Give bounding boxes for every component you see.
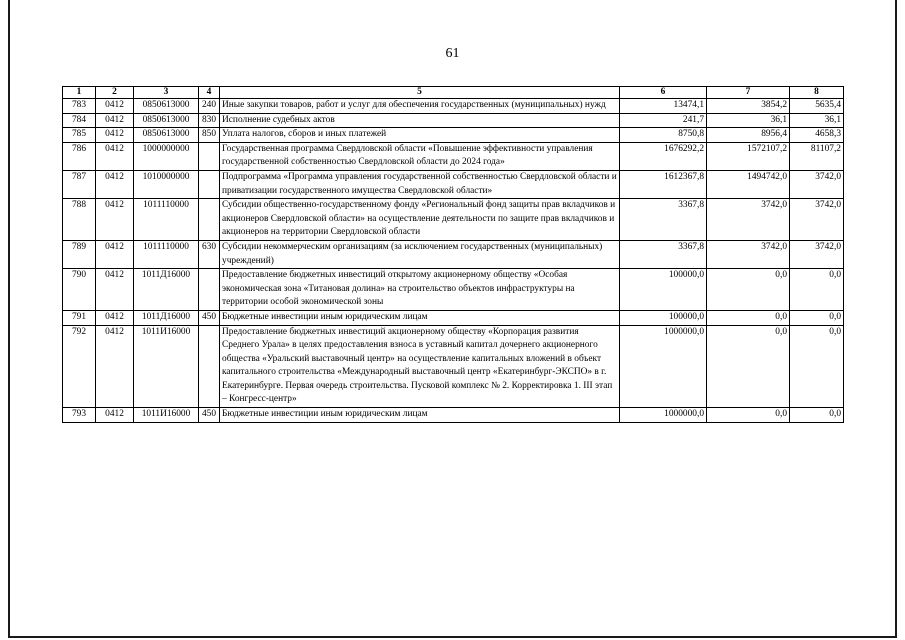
item-name: Государственная программа Свердловской области «Повышение эффективности управления государственной собственностью Свердловской области до 2024 года» xyxy=(220,142,620,170)
amount-col-7: 0,0 xyxy=(707,325,790,408)
row-number: 785 xyxy=(63,128,96,143)
section-code: 0412 xyxy=(96,240,134,268)
table-row xyxy=(63,113,844,128)
expense-type-code: 630 xyxy=(199,240,220,268)
item-name: Подпрограмма «Программа управления государственной собственностью Свердловской области и приватизации государственного имущества Свердловской области» xyxy=(220,170,620,198)
expense-type-code: 450 xyxy=(199,408,220,423)
amount-col-7: 3854,2 xyxy=(707,99,790,114)
table-row xyxy=(63,199,844,241)
table-row xyxy=(63,325,844,408)
table-row xyxy=(63,99,844,114)
amount-col-8: 0,0 xyxy=(790,408,844,423)
item-name: Предоставление бюджетных инвестиций акционерному обществу «Корпорация развития Среднего Урала» в целях предоставления взноса в уставный капитал дочернего акционерного общества «Уральский выставочный центр» на осуществление капитальных вложений в объект капитального строительства «Международный выставочный центр «Екатеринбург-ЭКСПО» в г. Екатеринбурге. Первая очередь строительства. Пусковой комплекс № 2. Корректировка 1. III этап – Конгресс-центр» xyxy=(220,325,620,408)
row-number: 792 xyxy=(63,325,96,408)
row-number: 783 xyxy=(63,99,96,114)
expense-type-code xyxy=(199,269,220,311)
amount-col-8: 5635,4 xyxy=(790,99,844,114)
amount-col-7: 0,0 xyxy=(707,269,790,311)
amount-col-7: 0,0 xyxy=(707,408,790,423)
target-article-code: 1011110000 xyxy=(134,240,199,268)
target-article-code: 0850613000 xyxy=(134,99,199,114)
target-article-code: 0850613000 xyxy=(134,128,199,143)
target-article-code: 1011110000 xyxy=(134,199,199,241)
expense-type-code: 850 xyxy=(199,128,220,143)
row-number: 793 xyxy=(63,408,96,423)
amount-col-7: 8956,4 xyxy=(707,128,790,143)
item-name: Бюджетные инвестиции иным юридическим лицам xyxy=(220,408,620,423)
section-code: 0412 xyxy=(96,128,134,143)
item-name: Предоставление бюджетных инвестиций открытому акционерному обществу «Особая экономическая зона «Титановая долина» на строительство объектов инфраструктуры на территории особой экономической зоны xyxy=(220,269,620,311)
header-cell: 3 xyxy=(134,87,199,99)
amount-col-8: 3742,0 xyxy=(790,199,844,241)
amount-col-6: 1000000,0 xyxy=(620,325,707,408)
section-code: 0412 xyxy=(96,325,134,408)
amount-col-8: 3742,0 xyxy=(790,240,844,268)
amount-col-8: 4658,3 xyxy=(790,128,844,143)
section-code: 0412 xyxy=(96,310,134,325)
header-cell: 6 xyxy=(620,87,707,99)
expense-type-code xyxy=(199,325,220,408)
item-name: Исполнение судебных актов xyxy=(220,113,620,128)
header-cell: 8 xyxy=(790,87,844,99)
header-cell: 4 xyxy=(199,87,220,99)
section-code: 0412 xyxy=(96,99,134,114)
amount-col-8: 0,0 xyxy=(790,269,844,311)
amount-col-6: 3367,8 xyxy=(620,240,707,268)
target-article-code: 0850613000 xyxy=(134,113,199,128)
item-name: Субсидии некоммерческим организациям (за исключением государственных (муниципальных) учреждений) xyxy=(220,240,620,268)
table-row xyxy=(63,142,844,170)
amount-col-6: 100000,0 xyxy=(620,269,707,311)
header-row xyxy=(63,87,844,99)
amount-col-6: 3367,8 xyxy=(620,199,707,241)
row-number: 790 xyxy=(63,269,96,311)
expense-type-code: 830 xyxy=(199,113,220,128)
target-article-code: 1011И16000 xyxy=(134,325,199,408)
table-row xyxy=(63,128,844,143)
table-row xyxy=(63,310,844,325)
target-article-code: 1010000000 xyxy=(134,170,199,198)
header-cell: 7 xyxy=(707,87,790,99)
amount-col-7: 0,0 xyxy=(707,310,790,325)
budget-table xyxy=(62,86,844,423)
amount-col-6: 1000000,0 xyxy=(620,408,707,423)
amount-col-6: 100000,0 xyxy=(620,310,707,325)
target-article-code: 1000000000 xyxy=(134,142,199,170)
amount-col-6: 241,7 xyxy=(620,113,707,128)
amount-col-8: 0,0 xyxy=(790,310,844,325)
target-article-code: 1011Д16000 xyxy=(134,269,199,311)
target-article-code: 1011И16000 xyxy=(134,408,199,423)
item-name: Субсидии общественно-государственному фонду «Региональный фонд защиты прав вкладчиков и акционеров Свердловской области» на осуществление деятельности по защите прав вкладчиков и акционеров на территории Свердловской области xyxy=(220,199,620,241)
section-code: 0412 xyxy=(96,170,134,198)
item-name: Уплата налогов, сборов и иных платежей xyxy=(220,128,620,143)
row-number: 791 xyxy=(63,310,96,325)
section-code: 0412 xyxy=(96,142,134,170)
row-number: 789 xyxy=(63,240,96,268)
item-name: Иные закупки товаров, работ и услуг для обеспечения государственных (муниципальных) нужд xyxy=(220,99,620,114)
amount-col-6: 1676292,2 xyxy=(620,142,707,170)
row-number: 784 xyxy=(63,113,96,128)
amount-col-8: 0,0 xyxy=(790,325,844,408)
amount-col-6: 8750,8 xyxy=(620,128,707,143)
table-row xyxy=(63,408,844,423)
amount-col-8: 81107,2 xyxy=(790,142,844,170)
amount-col-7: 36,1 xyxy=(707,113,790,128)
amount-col-7: 3742,0 xyxy=(707,199,790,241)
table-row xyxy=(63,170,844,198)
header-cell: 2 xyxy=(96,87,134,99)
amount-col-7: 3742,0 xyxy=(707,240,790,268)
row-number: 788 xyxy=(63,199,96,241)
section-code: 0412 xyxy=(96,408,134,423)
item-name: Бюджетные инвестиции иным юридическим лицам xyxy=(220,310,620,325)
page-number: 61 xyxy=(445,46,460,61)
amount-col-6: 1612367,8 xyxy=(620,170,707,198)
amount-col-8: 36,1 xyxy=(790,113,844,128)
expense-type-code: 450 xyxy=(199,310,220,325)
expense-type-code xyxy=(199,170,220,198)
section-code: 0412 xyxy=(96,199,134,241)
header-cell: 1 xyxy=(63,87,96,99)
section-code: 0412 xyxy=(96,269,134,311)
expense-type-code xyxy=(199,199,220,241)
table-row xyxy=(63,240,844,268)
amount-col-7: 1572107,2 xyxy=(707,142,790,170)
target-article-code: 1011Д16000 xyxy=(134,310,199,325)
table-row xyxy=(63,269,844,311)
expense-type-code: 240 xyxy=(199,99,220,114)
section-code: 0412 xyxy=(96,113,134,128)
amount-col-7: 1494742,0 xyxy=(707,170,790,198)
header-cell: 5 xyxy=(220,87,620,99)
row-number: 786 xyxy=(63,142,96,170)
row-number: 787 xyxy=(63,170,96,198)
amount-col-6: 13474,1 xyxy=(620,99,707,114)
expense-type-code xyxy=(199,142,220,170)
amount-col-8: 3742,0 xyxy=(790,170,844,198)
